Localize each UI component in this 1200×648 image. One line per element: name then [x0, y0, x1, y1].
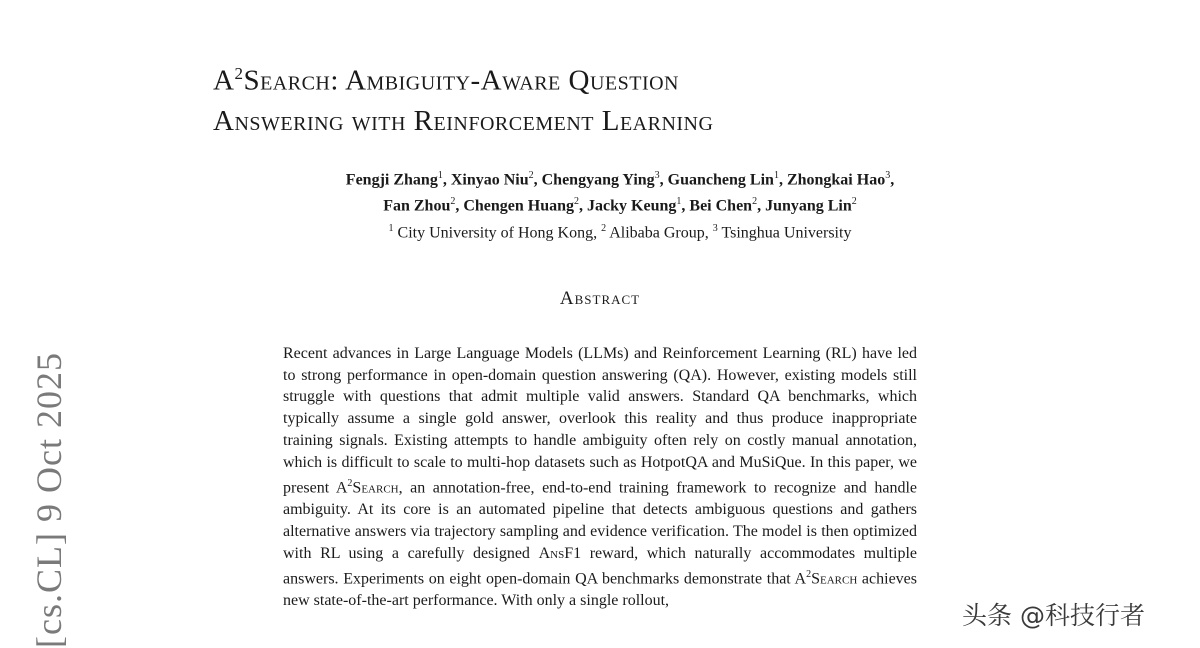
title-line-2: Answering with Reinforcement Learning — [213, 104, 714, 137]
affiliation: Tsinghua University — [721, 223, 852, 241]
author-name: Zhongkai Hao — [786, 171, 886, 189]
author-name: Chengen Huang — [463, 197, 575, 215]
watermark: 头条 @科技行者 — [962, 601, 1145, 630]
affiliation: Alibaba Group — [609, 223, 705, 241]
author-name: Junyang Lin — [765, 197, 852, 215]
abstract-heading: Abstract — [559, 288, 641, 309]
author-name: Chengyang Ying — [541, 171, 655, 189]
author-name: Xinyao Niu — [450, 171, 529, 189]
author-block — [200, 165, 1040, 244]
author-line-2: Fan Zhou$^2$, Chengen Huang$^2$, Jacky Keung$^1$, Bei Chen$^2$, Junyang Lin$^2$ — [383, 196, 857, 215]
abstract-text: Recent advances in Large Language Models (LLMs) and Reinforcement Learning (RL) have led to strong performance in open-domain question answering (QA). However, existing models still struggle with questions that admit multiple valid answers. Standard QA benchmarks, which typically assume a single gold answer, overlook this reality and thus produce inappropriate training signals. Existing attempts to handle ambiguity often rely on costly manual annotation, which is difficult to scale to multi-hop datasets such as HotpotQA and MuSiQue. In this paper, we present $A^2Search$, an annotation-free, end-to-end training framework to recognize and handle ambiguity. At its core is an automated pipeline that detects ambiguous questions and gathers alternative answers via trajectory sampling and evidence verification. The model is then optimized with RL using a carefully designed AnsF1 reward, which naturally accommodates multiple answers. Experiments on eight open-domain QA benchmarks demonstrate that $A^2Search$ achieves new state-of-the-art performance. With only a single rollout, — [283, 345, 918, 610]
author-name: Bei Chen — [689, 197, 753, 215]
author-name: Fengji Zhang — [345, 171, 438, 189]
author-name: Fan Zhou — [383, 197, 451, 215]
author-name: Jacky Keung — [587, 197, 677, 215]
affiliations: $^1$ City University of Hong Kong, $^2$ Alibaba Group, $^3$ Tsinghua University — [388, 222, 852, 241]
author-line-1: Fengji Zhang$^1$, Xinyao Niu$^2$, Chengyang Ying$^3$, Guancheng Lin$^1$, Zhongkai Hao$^3$, — [345, 170, 895, 189]
arxiv-sidebar-stamp: [cs.CL] 9 Oct 2025 — [29, 352, 69, 648]
author-name: Guancheng Lin — [667, 171, 774, 189]
title-line-1: $A^2Search$: Ambiguity-Aware Question — [213, 64, 680, 97]
affiliation: City University of Hong Kong — [397, 223, 594, 241]
paper-title — [213, 54, 973, 141]
